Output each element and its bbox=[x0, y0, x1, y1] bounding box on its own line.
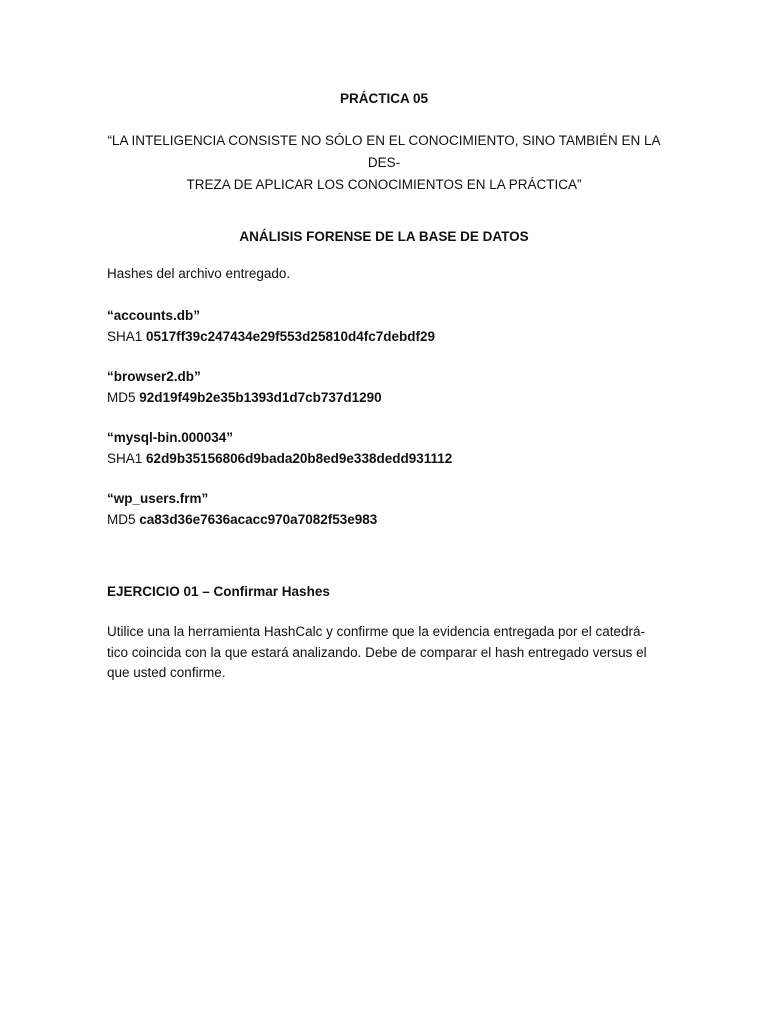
file-name: “mysql-bin.000034” bbox=[107, 430, 234, 445]
hash-value: 0517ff39c247434e29f553d25810d4fc7debdf29 bbox=[146, 329, 435, 344]
exercise-instructions bbox=[107, 622, 663, 684]
hash-line bbox=[107, 387, 667, 408]
section-title: ANÁLISIS FORENSE DE LA BASE DE DATOS bbox=[239, 229, 529, 244]
hash-entry bbox=[107, 427, 667, 488]
file-name: “accounts.db” bbox=[107, 308, 201, 323]
quote-line: “LA INTELIGENCIA CONSISTE NO SÓLO EN EL CONOCIMIENTO, SINO TAMBIÉN EN LA DES- bbox=[107, 133, 661, 170]
hash-entry bbox=[107, 305, 667, 366]
hash-entry bbox=[107, 366, 667, 427]
instruction-line: tico coincida con la que estará analizando. Debe de comparar el hash entregado versus el bbox=[107, 644, 647, 660]
intro-text: Hashes del archivo entregado. bbox=[107, 266, 291, 281]
hash-line bbox=[107, 448, 667, 469]
page-title: PRÁCTICA 05 bbox=[339, 91, 428, 106]
quote-line: TREZA DE APLICAR LOS CONOCIMIENTOS EN LA PRÁCTICA” bbox=[186, 177, 582, 192]
exercise-title: EJERCICIO 01 – Confirmar Hashes bbox=[107, 584, 330, 599]
file-name: “browser2.db” bbox=[107, 369, 201, 384]
hash-value: 62d9b35156806d9bada20b8ed9e338dedd931112 bbox=[146, 451, 453, 466]
file-name: “wp_users.frm” bbox=[107, 491, 209, 506]
hash-line bbox=[107, 326, 667, 347]
instruction-line: Utilice una la herramienta HashCalc y confirme que la evidencia entregada por el catedrá- bbox=[107, 624, 646, 639]
hash-value: ca83d36e7636acacc970a7082f53e983 bbox=[139, 512, 378, 527]
hash-entry bbox=[107, 488, 667, 549]
hash-list bbox=[107, 305, 667, 549]
hash-algorithm: MD5 bbox=[107, 390, 136, 405]
quote bbox=[107, 130, 661, 196]
hash-algorithm: MD5 bbox=[107, 512, 136, 527]
hash-algorithm: SHA1 bbox=[107, 451, 143, 466]
hash-line bbox=[107, 509, 667, 530]
hash-value: 92d19f49b2e35b1393d1d7cb737d1290 bbox=[139, 390, 382, 405]
instruction-line: que usted confirme. bbox=[107, 665, 226, 680]
hash-algorithm: SHA1 bbox=[107, 329, 143, 344]
